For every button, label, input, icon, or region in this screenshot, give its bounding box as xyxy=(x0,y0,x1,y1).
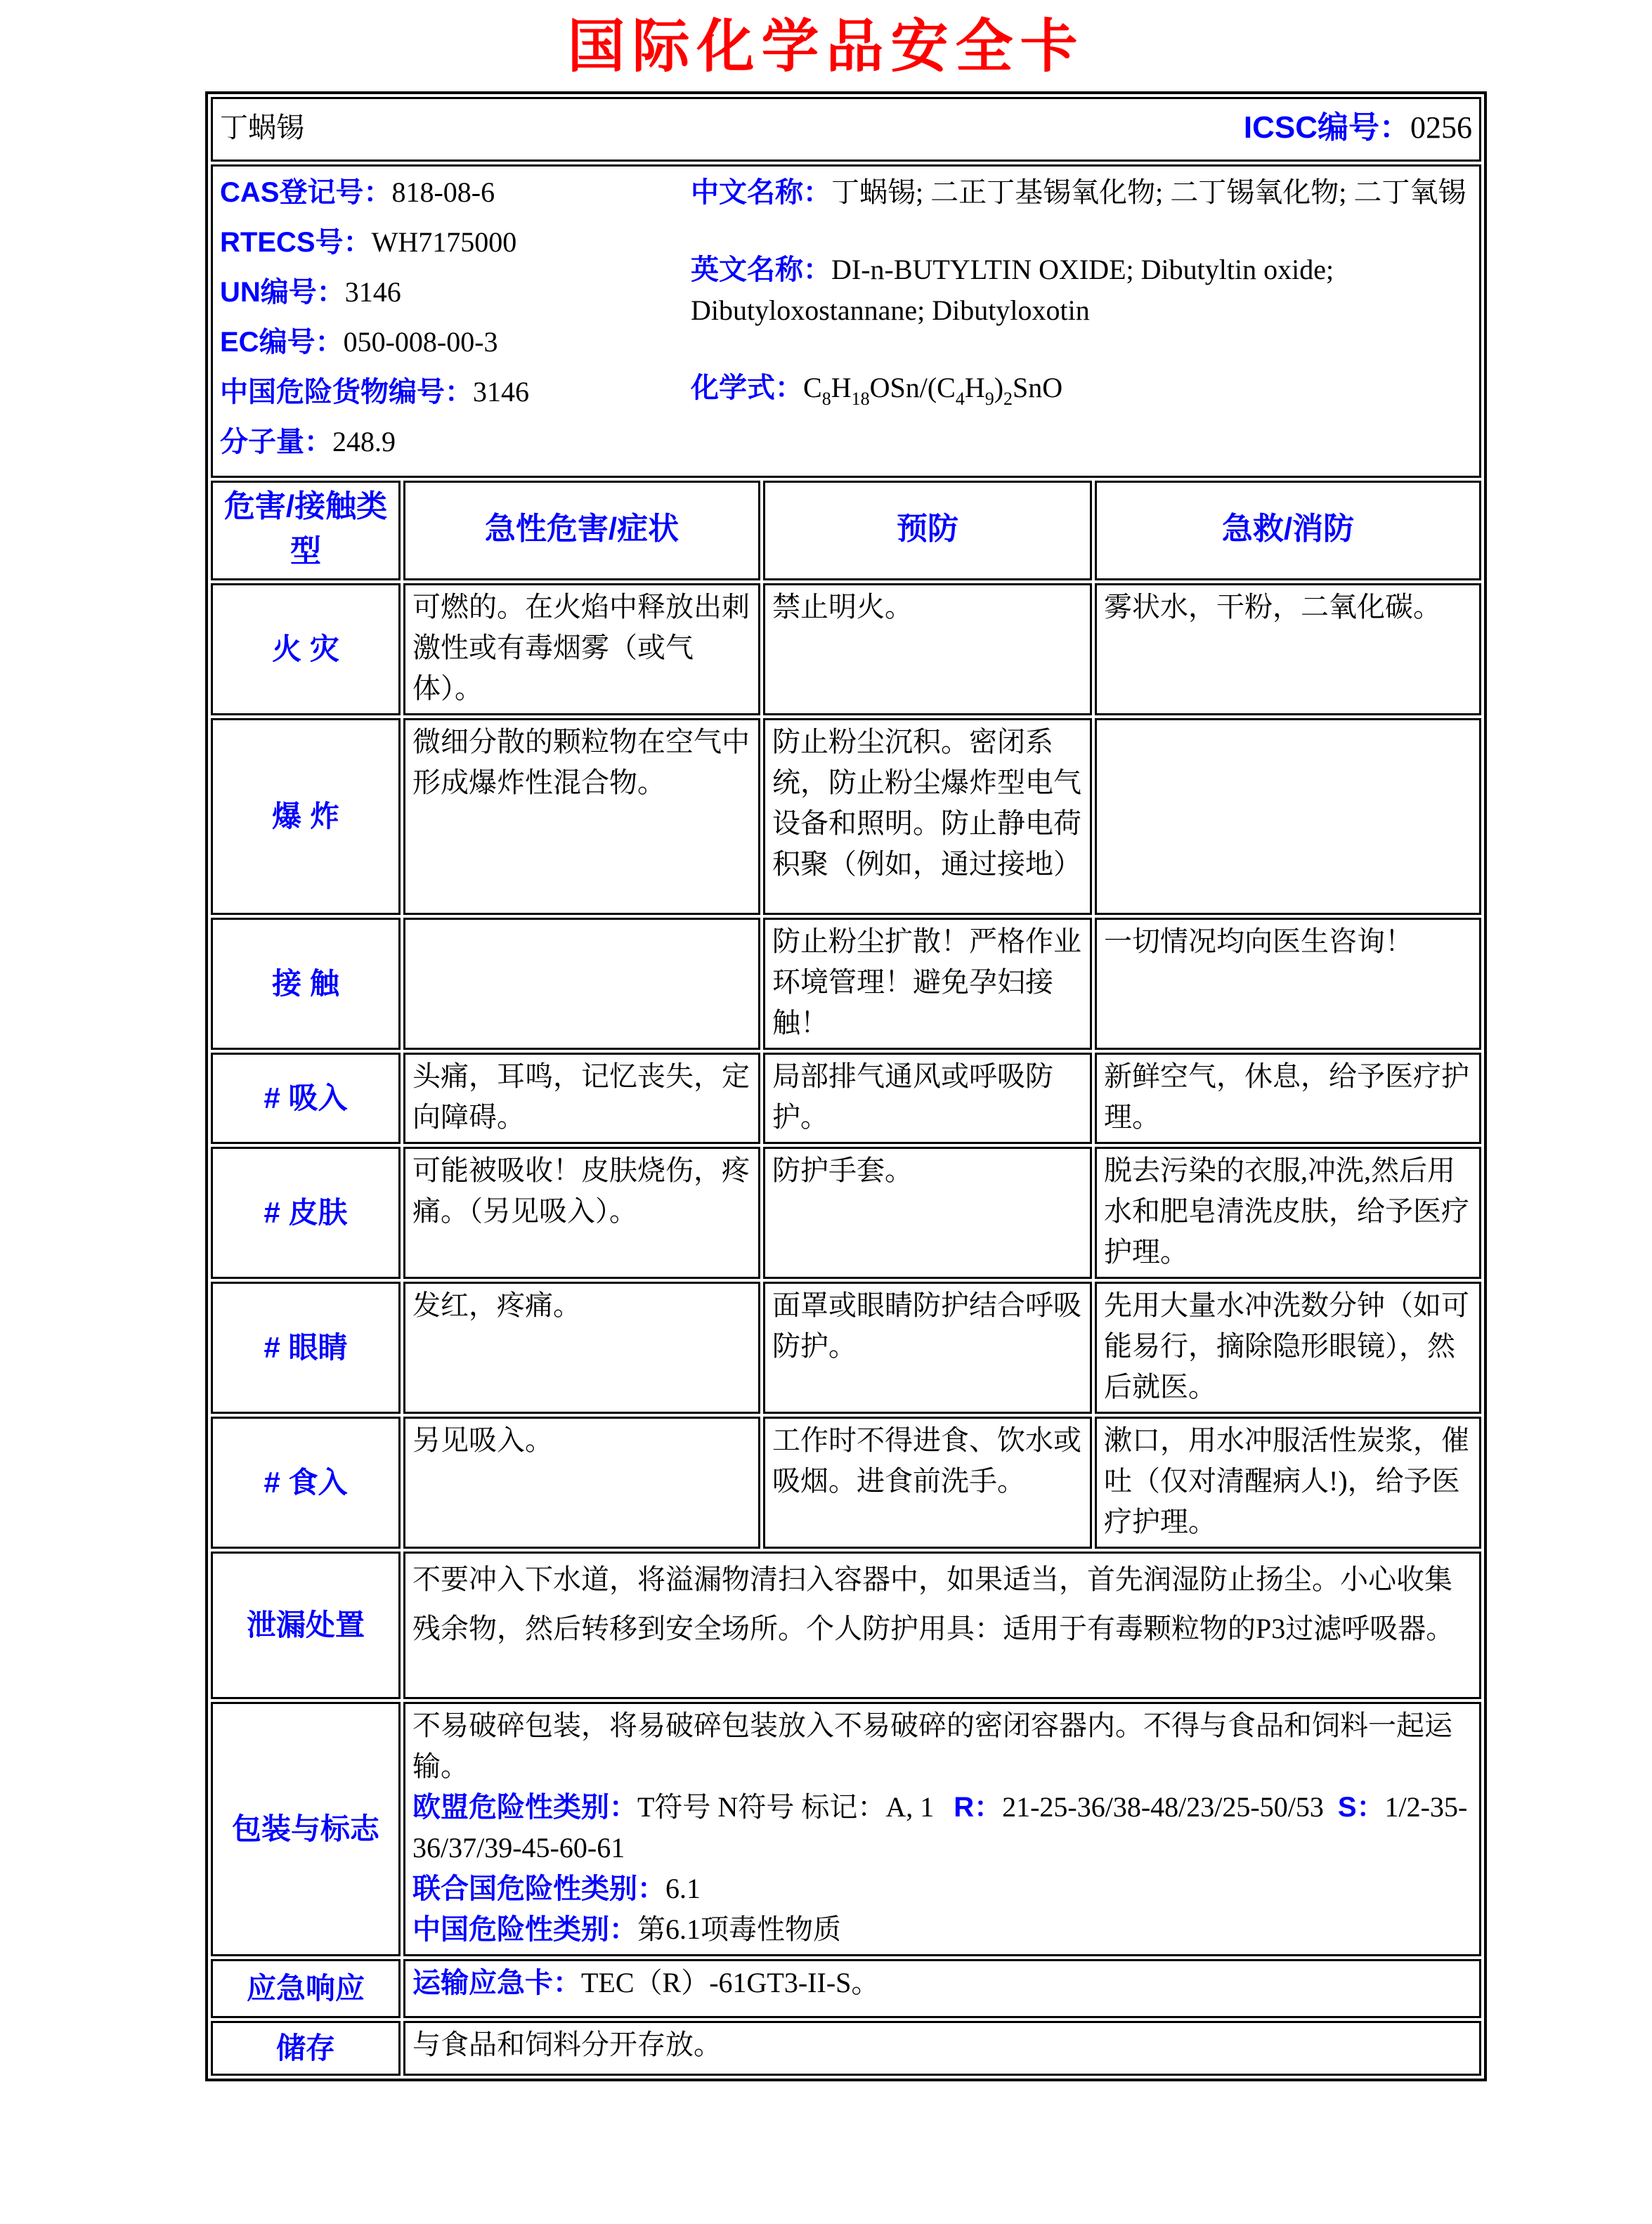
contact-firstaid: 一切情况均向医生咨询！ xyxy=(1095,918,1481,1050)
section-row-emergency xyxy=(211,1959,1481,2018)
eyes-symptoms: 发红，疼痛。 xyxy=(403,1282,760,1414)
english-name-value: DI-n-BUTYLTIN OXIDE; Dibutyltin oxide; Dibutyloxostannane; Dibutyloxotin xyxy=(691,254,1334,326)
column-header-firstaid: 急救/消防 xyxy=(1095,481,1481,580)
un-class-label: 联合国危险性类别： xyxy=(412,1873,665,1904)
ec-number: EC编号：050-008-00-3 xyxy=(220,326,498,358)
english-name-label: 英文名称： xyxy=(691,254,831,285)
identifier-list xyxy=(220,168,691,472)
column-header-prevention: 预防 xyxy=(763,481,1092,580)
r-phrases-label: R： xyxy=(954,1792,1003,1823)
ingestion-firstaid: 漱口，用水冲服活性炭浆，催吐（仅对清醒病人!)，给予医疗护理。 xyxy=(1095,1417,1481,1549)
inhalation-symptoms: 头痛，耳鸣，记忆丧失，定向障碍。 xyxy=(403,1053,760,1144)
packaging-cn-line: 中国危险性类别：第6.1项毒性物质 xyxy=(412,1913,841,1945)
hazard-label-contact: 接 触 xyxy=(211,918,401,1050)
chemical-formula-line xyxy=(691,368,1472,412)
molecular-weight: 分子量：248.9 xyxy=(220,426,396,457)
hazard-row-fire xyxy=(211,583,1481,715)
ingestion-symptoms: 另见吸入。 xyxy=(403,1417,760,1549)
hazard-row-explosion xyxy=(211,718,1481,915)
packaging-line1: 不易破碎包装，将易破碎包装放入不易破碎的密闭容器内。不得与食品和饲料一起运输。 xyxy=(412,1710,1452,1782)
section-row-packaging xyxy=(211,1702,1481,1956)
icsc-number-label: ICSC编号： xyxy=(1243,110,1410,145)
rtecs-number: RTECS号：WH7175000 xyxy=(220,226,517,258)
ingestion-prevention: 工作时不得进食、饮水或吸烟。进食前洗手。 xyxy=(763,1417,1092,1549)
column-header-hazard-type: 危害/接触类型 xyxy=(211,481,401,580)
eu-class-label: 欧盟危险性类别： xyxy=(412,1792,637,1823)
name-list xyxy=(691,168,1472,472)
skin-prevention: 防护手套。 xyxy=(763,1147,1092,1279)
eyes-prevention: 面罩或眼睛防护结合呼吸防护。 xyxy=(763,1282,1092,1414)
substance-name: 丁蜗锡 xyxy=(220,111,304,143)
eyes-firstaid: 先用大量水冲洗数分钟（如可能易行，摘除隐形眼镜），然后就医。 xyxy=(1095,1282,1481,1414)
explosion-firstaid xyxy=(1095,718,1481,915)
hazard-label-skin: # 皮肤 xyxy=(211,1147,401,1279)
contact-prevention: 防止粉尘扩散！严格作业环境管理！避免孕妇接触！ xyxy=(763,918,1092,1050)
hazard-row-eyes xyxy=(211,1282,1481,1414)
icsc-card-table xyxy=(205,91,1487,2081)
page-title: 国际化学品安全卡 xyxy=(567,15,1085,79)
section-label-packaging: 包装与标志 xyxy=(211,1702,401,1956)
skin-symptoms: 可能被吸收！皮肤烧伤，疼痛。（另见吸入）。 xyxy=(403,1147,760,1279)
inhalation-prevention: 局部排气通风或呼吸防护。 xyxy=(763,1053,1092,1144)
hazard-row-contact xyxy=(211,918,1481,1050)
cas-number: CAS登记号：818-08-6 xyxy=(220,176,495,208)
spill-text: 不要冲入下水道，将溢漏物清扫入容器中，如果适当，首先润湿防止扬尘。小心收集残余物，然后转移到安全场所。个人防护用具：适用于有毒颗粒物的P3过滤呼吸器。 xyxy=(403,1552,1481,1699)
fire-firstaid: 雾状水，干粉，二氧化碳。 xyxy=(1095,583,1481,715)
english-name-line xyxy=(691,249,1472,331)
section-row-spill xyxy=(211,1552,1481,1699)
packaging-eu-line: 欧盟危险性类别：T符号 N符号 标记：A, 1 R：21-25-36/38-48/23/25-50/53 S：1/2-35-36/37/39-45-60-61 xyxy=(412,1791,1468,1864)
section-label-emergency: 应急响应 xyxy=(211,1959,401,2018)
hazard-label-inhalation: # 吸入 xyxy=(211,1053,401,1144)
emergency-text: 运输应急卡：TEC（R）-61GT3-II-S。 xyxy=(403,1959,1481,2018)
packaging-un-line: 联合国危险性类别：6.1 xyxy=(412,1873,701,1904)
explosion-prevention: 防止粉尘沉积。密闭系统，防止粉尘爆炸型电气设备和照明。防止静电荷积聚（例如，通过接地） xyxy=(763,718,1092,915)
identity-cell xyxy=(211,164,1481,478)
icsc-number: ICSC编号：0256 xyxy=(1243,110,1472,145)
chinese-name-line xyxy=(691,172,1472,213)
card-header-cell xyxy=(211,97,1481,162)
explosion-symptoms: 微细分散的颗粒物在空气中形成爆炸性混合物。 xyxy=(403,718,760,915)
identity-section xyxy=(220,168,1472,472)
storage-text: 与食品和饲料分开存放。 xyxy=(403,2021,1481,2076)
hazard-row-ingestion xyxy=(211,1417,1481,1549)
un-number: UN编号：3146 xyxy=(220,276,401,308)
fire-prevention: 禁止明火。 xyxy=(763,583,1092,715)
section-label-storage: 储存 xyxy=(211,2021,401,2076)
chemical-formula-label: 化学式： xyxy=(691,372,803,403)
hazard-label-eyes: # 眼睛 xyxy=(211,1282,401,1414)
section-row-storage xyxy=(211,2021,1481,2076)
s-phrases-label: S： xyxy=(1337,1792,1385,1823)
contact-symptoms xyxy=(403,918,760,1050)
packaging-text xyxy=(403,1702,1481,1956)
fire-symptoms: 可燃的。在火焰中释放出刺激性或有毒烟雾（或气体）。 xyxy=(403,583,760,715)
inhalation-firstaid: 新鲜空气，休息，给予医疗护理。 xyxy=(1095,1053,1481,1144)
chemical-formula-value: $C_8H_{18}OSn/(C_4H_9)_2SnO$ xyxy=(803,372,1063,409)
column-header-symptoms: 急性危害/症状 xyxy=(403,481,760,580)
transport-card-label: 运输应急卡： xyxy=(412,1968,581,1998)
hazard-label-explosion: 爆 炸 xyxy=(211,718,401,915)
skin-firstaid: 脱去污染的衣服,冲洗,然后用水和肥皂清洗皮肤，给予医疗护理。 xyxy=(1095,1147,1481,1279)
hazard-row-skin xyxy=(211,1147,1481,1279)
chinese-name-value: 丁蜗锡; 二正丁基锡氧化物; 二丁锡氧化物; 二丁氧锡 xyxy=(831,176,1466,208)
section-label-spill: 泄漏处置 xyxy=(211,1552,401,1699)
card-header xyxy=(220,105,1472,150)
china-dangerous-goods-number: 中国危险货物编号：3146 xyxy=(220,376,529,408)
hazard-label-fire: 火 灾 xyxy=(211,583,401,715)
cn-class-label: 中国危险性类别： xyxy=(412,1914,637,1945)
hazard-label-ingestion: # 食入 xyxy=(211,1417,401,1549)
hazard-row-inhalation xyxy=(211,1053,1481,1144)
chinese-name-label: 中文名称： xyxy=(691,177,831,208)
